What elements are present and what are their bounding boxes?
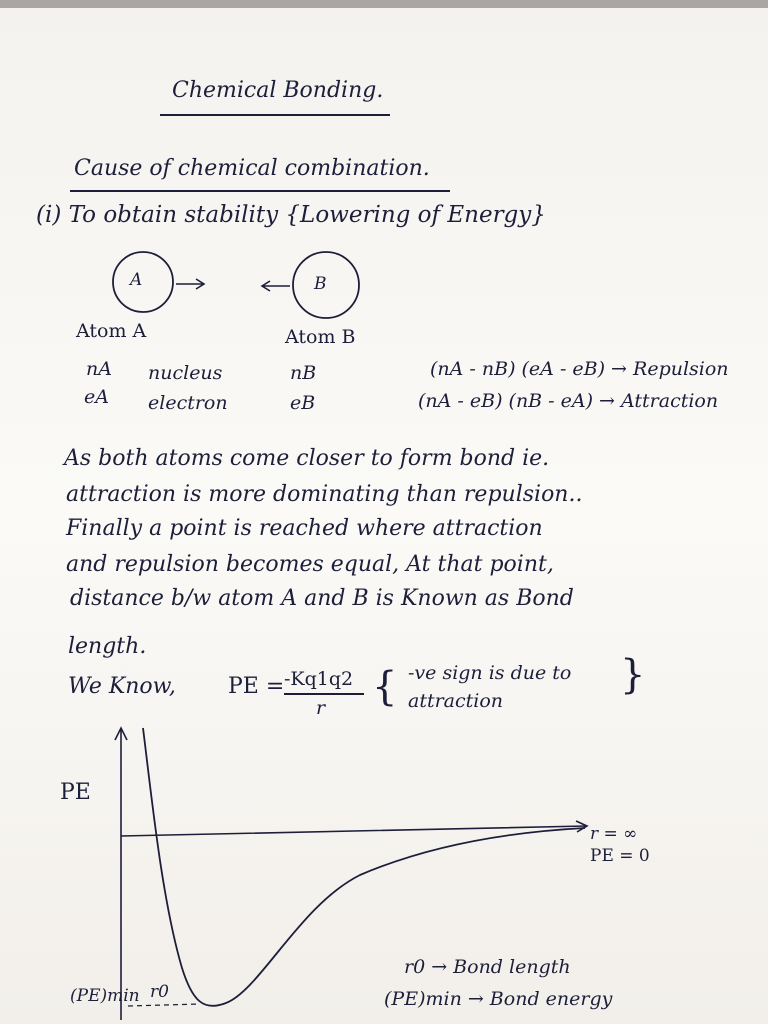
paragraph-line-4: and repulsion becomes equal, At that point, [66, 552, 554, 577]
legend-bond-length: r0 → Bond length [404, 956, 571, 978]
right-brace: } [620, 652, 646, 698]
attraction-relation: (nA - eB) (nB - eA) → Attraction [418, 390, 719, 412]
left-brace: { [372, 664, 398, 710]
we-know-text: We Know, [68, 674, 176, 699]
repulsion-relation: (nA - nB) (eA - eB) → Repulsion [430, 358, 729, 380]
note-line-2: attraction [408, 690, 504, 712]
r0-label: r0 [150, 982, 169, 1002]
formula-numerator: -Kq1q2 [284, 668, 354, 690]
section-heading: Cause of chemical combination. [74, 156, 430, 181]
paragraph-line-5: distance b/w atom A and B is Known as Bond [70, 586, 574, 611]
legend-bond-energy: (PE)min → Bond energy [384, 988, 613, 1010]
formula-denominator: r [316, 697, 326, 719]
na-label: nA [86, 358, 112, 380]
atom-a-symbol: A [130, 270, 143, 290]
nucleus-label: nucleus [148, 362, 223, 384]
formula-lhs: PE = [228, 674, 285, 699]
atom-a-label: Atom A [76, 320, 147, 342]
eb-label: eB [290, 392, 316, 414]
ea-label: eA [84, 386, 109, 408]
nb-label: nB [290, 362, 317, 384]
y-axis-label: PE [60, 780, 91, 805]
pe-min-label: (PE)min [70, 986, 140, 1006]
atom-b-label: Atom B [285, 326, 356, 348]
r-infinity-label: r = ∞ [590, 824, 638, 844]
paragraph-line-1: As both atoms come closer to form bond ie. [64, 446, 550, 471]
atom-b-symbol: B [314, 274, 327, 294]
paragraph-line-3: Finally a point is reached where attraction [66, 516, 543, 541]
pe-zero-label: PE = 0 [590, 846, 650, 866]
electron-label: electron [148, 392, 228, 414]
paragraph-line-2: attraction is more dominating than repulsion.. [66, 482, 583, 507]
page-title: Chemical Bonding. [172, 78, 384, 103]
paragraph-line-6: length. [68, 634, 147, 659]
y-axis [115, 728, 127, 1020]
point-one: (i) To obtain stability {Lowering of Energy} [36, 202, 546, 228]
note-line-1: -ve sign is due to [408, 662, 572, 684]
